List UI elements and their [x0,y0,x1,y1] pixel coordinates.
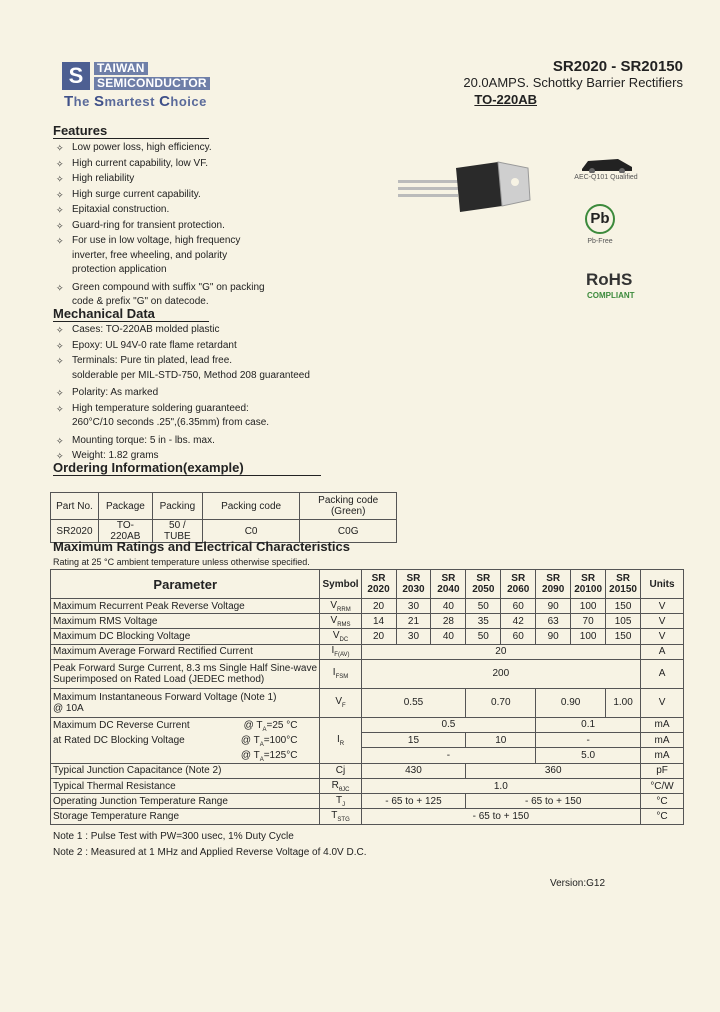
vdc-v5: 90 [536,629,571,644]
col-sr2030 [396,570,431,599]
features-item-text: Green compound with suffix "G" on packing [72,281,265,293]
ir-unit-1: mA [641,717,684,732]
features-item-text: protection application [72,264,167,275]
ir-param-line2: at Rated DC Blocking Voltage [53,734,185,746]
row-ifav [51,644,684,659]
ifsm-param [51,659,320,688]
vf-symbol [320,688,361,717]
ir-r1-b: 0.1 [536,717,641,732]
bullet-icon: ✧ [56,158,64,169]
bullet-icon: ✧ [56,388,64,398]
tj-symbol [320,794,361,809]
ir-symbol [320,717,361,763]
ordering-packing: 50 / TUBE [152,520,202,543]
col-parameter: Parameter [51,570,320,599]
sr2090-suffix: 2090 [542,584,565,595]
features-heading: Features [53,123,209,139]
logo-glyph: S [68,63,84,88]
sr2030-suffix: 2030 [402,584,425,595]
rth-unit: °C/W [641,778,684,793]
col-units: Units [641,570,684,599]
ir-r2-b: 10 [466,733,536,748]
vf-sub: F [342,703,346,710]
features-item-text: High current capability, low VF. [72,157,208,169]
ir-r2-c: - [536,733,641,748]
ratings-subtitle: Rating at 25 °C ambient temperature unless otherwise specified. [53,557,310,567]
ir-cond2-t: @ T [240,734,260,746]
ifsm-param-line2: Superimposed on Rated Load (JEDEC method) [53,673,265,685]
col-sr2020 [361,570,396,599]
company-logo [62,62,90,90]
vrrm-sym: V [330,599,338,611]
ordering-package: TO-220AB [98,520,152,543]
sr2050-suffix: 2050 [472,584,495,595]
rohs-logo: RoHS [586,270,633,289]
mechanical-item-text: solderable per MIL-STD-750, Method 208 guaranteed [72,369,310,381]
row-vdc [51,629,684,644]
version-label: Version:G12 [550,878,606,889]
features-item-text: Epitaxial construction. [72,204,170,215]
ifsm-param-line1: Peak Forward Surge Current, 8.3 ms Single Half Sine-wave [53,662,318,674]
rth-value: 1.0 [361,778,640,793]
tstg-value: - 65 to + 150 [361,809,640,824]
aec-car-icon [578,155,636,173]
mechanical-item [52,339,352,354]
ifav-sym: I [331,645,335,657]
ir-r3-a: - [361,748,536,763]
vrrm-unit: V [641,599,684,614]
bullet-icon: ✧ [56,340,64,351]
features-item-text: code & prefix "G" on datecode. [72,296,209,307]
vrms-v2: 28 [431,614,466,629]
vrms-sub: RMS [337,621,351,628]
bullet-icon: ✧ [56,220,64,231]
ordering-header-row [51,493,397,520]
ir-cond2-sub: A [259,741,264,748]
features-item [52,141,332,156]
vrms-v7: 105 [606,614,641,629]
features-item [52,188,332,203]
package-title: TO-220AB [474,92,537,107]
vrms-v6: 70 [571,614,606,629]
ifsm-sym: I [332,667,336,679]
tj-sym: T [335,794,343,806]
ifsm-symbol [320,659,361,688]
vf-sym: V [335,696,343,708]
mechanical-item-text: Terminals: Pure tin plated, lead free. [72,355,233,366]
mechanical-item-text: Polarity: As marked [72,387,159,398]
ir-cond1 [244,718,318,733]
mechanical-item [52,354,352,383]
vrms-v4: 42 [501,614,536,629]
vrms-v1: 21 [396,614,431,629]
tagline-cap-3: C [159,93,171,110]
ifav-param: Maximum Average Forward Rectified Current [51,644,320,659]
note-2: Note 2 : Measured at 1 MHz and Applied Reverse Voltage of 4.0V D.C. [53,847,367,858]
ifsm-sub: FSM [335,674,349,681]
row-tj [51,794,684,809]
ratings-header-row [51,570,684,599]
bullet-icon: ✧ [56,174,64,184]
tagline [64,93,207,110]
ordering-heading: Ordering Information(example) [53,460,321,476]
ordering-part: SR2020 [51,520,99,543]
ir-sym: I [336,733,340,745]
ir-sub: R [339,740,345,747]
sr2020-prefix: SR [371,573,386,584]
vrrm-v7: 150 [606,599,641,614]
ir-cond2-rest: =100°C [263,734,298,746]
col-sr2040 [431,570,466,599]
ratings-table [50,569,684,825]
note-1: Note 1 : Pulse Test with PW=300 usec, 1% Duty Cycle [53,831,294,842]
ir-r1-a: 0.5 [361,717,536,732]
sr2040-prefix: SR [441,573,456,584]
bullet-icon: ✧ [56,435,64,446]
features-item-text: High reliability [72,173,135,184]
features-item [52,172,332,187]
tstg-sub: STG [337,816,350,823]
bullet-icon: ✧ [56,143,64,153]
vdc-v7: 150 [606,629,641,644]
mechanical-item-text: Epoxy: UL 94V-0 rate flame retardant [72,339,237,351]
row-ifsm [51,659,684,688]
vf-param [51,688,320,717]
vf-param-line1: Maximum Instantaneous Forward Voltage (Note 1) [53,691,277,703]
cj-param: Typical Junction Capacitance (Note 2) [51,763,320,778]
bullet-icon: ✧ [56,282,64,293]
vdc-v6: 100 [571,629,606,644]
vf-unit: V [641,688,684,717]
bullet-icon: ✧ [56,325,64,335]
tstg-symbol [320,809,361,824]
cj-v1: 360 [466,763,641,778]
vrrm-v5: 90 [536,599,571,614]
row-rth [51,778,684,793]
row-vf [51,688,684,717]
vrrm-v2: 40 [431,599,466,614]
to220-package-icon [398,160,538,220]
vrms-unit: V [641,614,684,629]
col-sr2050 [466,570,501,599]
col-sr2060 [501,570,536,599]
tstg-sym: T [331,809,338,821]
features-item-text: Guard-ring for transient protection. [72,219,225,231]
col-symbol: Symbol [320,570,361,599]
bullet-icon: ✧ [56,403,64,414]
col-sr20100 [571,570,606,599]
features-item-text: Low power loss, high efficiency. [72,142,212,153]
ir-unit-3: mA [641,748,684,763]
mechanical-item [52,402,352,431]
ifav-sub: F(AV) [334,652,350,659]
vrrm-v1: 30 [396,599,431,614]
vf-v1: 0.70 [466,688,536,717]
bullet-icon: ✧ [56,356,64,366]
sr20150-suffix: 20150 [609,584,637,595]
row-ir-1 [51,717,684,732]
bullet-icon: ✧ [56,451,64,461]
aec-label: AEC-Q101 Qualified [574,174,638,181]
mechanical-list [52,323,352,465]
part-range-title: SR2020 - SR20150 [552,58,683,75]
features-item [52,219,332,234]
ir-r3-b: 5.0 [536,748,641,763]
mechanical-item-text: Mounting torque: 5 in - lbs. max. [72,434,215,446]
sr2050-prefix: SR [476,573,491,584]
rth-param: Typical Thermal Resistance [51,778,320,793]
col-sr2090 [536,570,571,599]
bullet-icon: ✧ [56,205,64,215]
vrrm-v0: 20 [361,599,396,614]
tj-param: Operating Junction Temperature Range [51,794,320,809]
sr2020-suffix: 2020 [367,584,390,595]
rohs-compliant-label: COMPLIANT [587,291,635,300]
ir-line1 [51,718,319,733]
vrms-sym: V [330,614,338,626]
col-sr20150 [606,570,641,599]
features-item-text: High surge current capability. [72,188,201,200]
sr2040-suffix: 2040 [437,584,460,595]
sr20100-prefix: SR [581,573,596,584]
vdc-v2: 40 [431,629,466,644]
vf-v0: 0.55 [361,688,466,717]
vdc-unit: V [641,629,684,644]
mechanical-heading: Mechanical Data [53,306,209,322]
ir-param-line1: Maximum DC Reverse Current [53,719,190,731]
vrrm-v6: 100 [571,599,606,614]
mechanical-item [52,434,352,449]
sr2060-prefix: SR [511,573,526,584]
ifav-symbol [320,644,361,659]
mechanical-item [52,323,352,338]
row-tstg [51,809,684,824]
ordering-col-code: Packing code [202,493,300,520]
sr2060-suffix: 2060 [507,584,530,595]
ordering-col-code-green: Packing code (Green) [300,493,397,520]
features-item [52,157,332,172]
ir-cond1-rest: =25 °C [266,719,298,731]
ifav-unit: A [641,644,684,659]
bullet-icon: ✧ [56,189,64,200]
mechanical-item-text: High temperature soldering guaranteed: [72,402,249,414]
vdc-sub: DC [339,636,349,643]
ir-r2-a: 15 [361,733,466,748]
ir-cond3-sub: A [259,756,264,763]
vf-v3: 1.00 [606,688,641,717]
vdc-v3: 50 [466,629,501,644]
mechanical-item [52,386,352,401]
cj-v0: 430 [361,763,466,778]
tstg-unit: °C [641,809,684,824]
ir-cond1-sub: A [262,726,267,733]
row-cj [51,763,684,778]
ir-cond3 [241,748,318,763]
pb-free-icon: Pb [585,204,615,234]
vdc-v0: 20 [361,629,396,644]
sr20100-suffix: 20100 [574,584,603,595]
ifav-value: 20 [361,644,640,659]
tj-v1: - 65 to + 150 [466,794,641,809]
vrrm-v4: 60 [501,599,536,614]
vrrm-v3: 50 [466,599,501,614]
mechanical-item-text: 260°C/10 seconds .25",(6.35mm) from case. [72,417,270,428]
features-item-text: inverter, free wheeling, and polarity [72,249,228,261]
rth-symbol [320,778,361,793]
ifsm-unit: A [641,659,684,688]
vrms-v3: 35 [466,614,501,629]
vrrm-symbol [320,599,361,614]
tagline-word-3: hoice [170,94,207,109]
tagline-word-1: he [73,94,94,109]
ir-cond3-t: @ T [240,749,260,761]
pb-free-label: Pb-Free [587,238,613,245]
vdc-sym: V [332,629,340,641]
ir-param [51,717,320,763]
tagline-word-2: martest [104,94,160,109]
sr20150-prefix: SR [616,573,631,584]
ir-cond2 [241,733,318,748]
tj-unit: °C [641,794,684,809]
rth-sym: R [331,779,339,791]
mechanical-item-text: Weight: 1.82 grams [72,450,159,461]
ir-unit-2: mA [641,733,684,748]
features-item [52,203,332,218]
features-item [52,234,332,278]
row-vrms [51,614,684,629]
vf-v2: 0.90 [536,688,606,717]
ir-cond3-rest: =125°C [263,749,298,761]
ordering-code: C0 [202,520,300,543]
sr2030-prefix: SR [406,573,421,584]
vdc-param: Maximum DC Blocking Voltage [51,629,320,644]
features-list [52,141,332,313]
features-item-text: For use in low voltage, high frequency [72,235,241,246]
ordering-table [50,492,397,543]
company-name-line1: TAIWAN [94,62,148,75]
vdc-v4: 60 [501,629,536,644]
tj-v0: - 65 to + 125 [361,794,466,809]
vrrm-sub: RRM [337,606,351,613]
ir-line3 [51,748,319,763]
vdc-symbol [320,629,361,644]
vdc-v1: 30 [396,629,431,644]
device-description: 20.0AMPS. Schottky Barrier Rectifiers [463,75,683,90]
vrms-v5: 63 [536,614,571,629]
vrms-v0: 14 [361,614,396,629]
tj-sub: J [342,801,346,808]
ir-cond1-t: @ T [243,719,263,731]
vrrm-param: Maximum Recurrent Peak Reverse Voltage [51,599,320,614]
rth-sub: θJC [338,786,350,793]
ordering-col-package: Package [98,493,152,520]
ordering-col-part: Part No. [51,493,99,520]
vrms-param: Maximum RMS Voltage [51,614,320,629]
vrms-symbol [320,614,361,629]
row-vrrm [51,599,684,614]
cj-unit: pF [641,763,684,778]
cj-symbol: Cj [320,763,361,778]
bullet-icon: ✧ [56,236,64,246]
company-name-line2: SEMICONDUCTOR [94,77,210,90]
tagline-cap-2: S [93,93,105,110]
ordering-col-packing: Packing [152,493,202,520]
ifsm-value: 200 [361,659,640,688]
ratings-heading: Maximum Ratings and Electrical Characteristics [53,539,350,554]
ir-line2 [51,733,319,748]
vf-param-line2: @ 10A [53,702,84,714]
ordering-code-green: C0G [300,520,397,543]
tstg-param: Storage Temperature Range [51,809,320,824]
tagline-cap-1: T [64,93,74,110]
sr2090-prefix: SR [546,573,561,584]
mechanical-item-text: Cases: TO-220AB molded plastic [72,324,220,335]
